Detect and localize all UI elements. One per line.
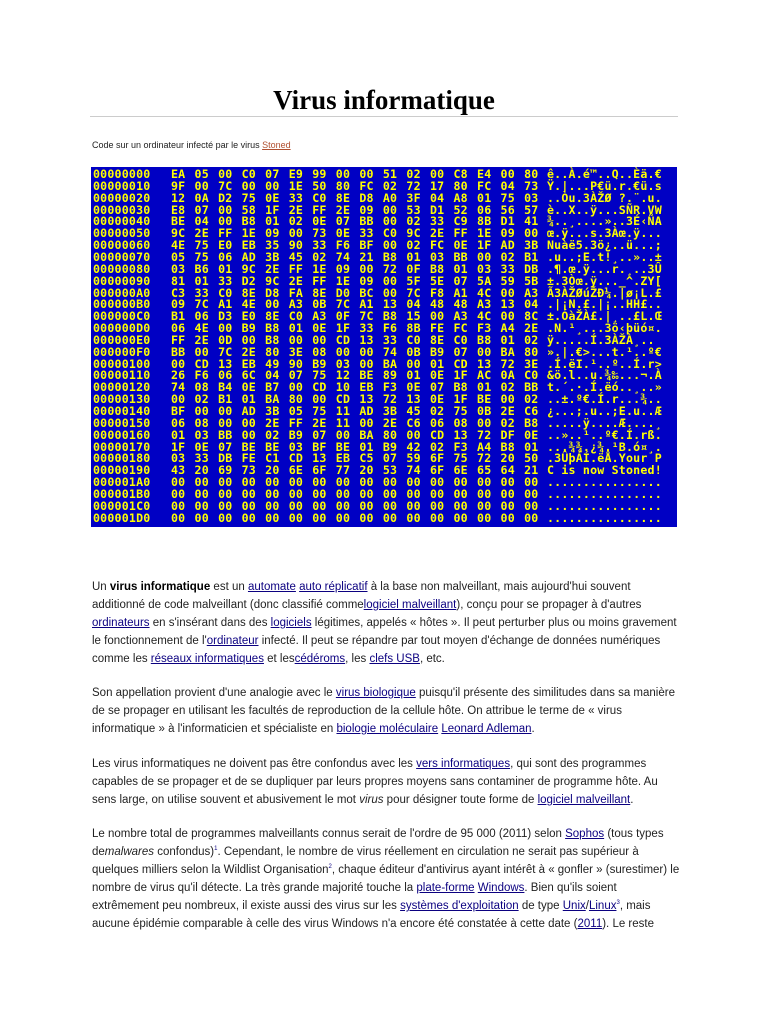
hexdump-ascii: .u..;E.t!¸..»..± — [547, 249, 662, 264]
hexdump-offset: 00000130 — [93, 392, 151, 407]
hexdump-bytes: 9C 2E FF 1E 09 00 73 0E 33 C0 9C 2E FF 1E 09 00 — [171, 226, 539, 241]
hexdump-bytes: 06 4E 00 B9 B8 01 0E 1F 33 F6 8B FE FC F3 A4 2E — [171, 321, 539, 336]
hexdump-bytes: EA 05 00 C0 07 E9 99 00 00 51 02 00 C8 E4 00 80 — [171, 167, 539, 181]
hexdump-bytes: B1 06 D3 E0 8E C0 A3 0F 7C B8 15 00 A3 4C 00 8C — [171, 309, 539, 324]
hexdump-offset: 00000010 — [93, 178, 151, 193]
hexdump-offset: 000000B0 — [93, 297, 151, 312]
hexdump-ascii: ¾..¸....»..3É‹ÑA — [547, 214, 662, 229]
article-link[interactable]: ordinateurs — [92, 617, 150, 629]
article-link[interactable]: logiciels — [270, 617, 312, 629]
hexdump-ascii: .|¡N.£.|¡..HH£.. — [547, 297, 662, 312]
hexdump-ascii: .N.¹¸...3ö‹þüó¤. — [547, 321, 662, 336]
hexdump-ascii: .¶.œ.ÿ...r.¸..3Û — [547, 261, 662, 276]
hexdump-ascii: ................ — [547, 498, 662, 513]
hexdump-offset: 000000C0 — [93, 309, 151, 324]
hexdump-offset: 00000120 — [93, 380, 151, 395]
hexdump-offset: 00000080 — [93, 261, 151, 276]
hexdump-bytes: 00 00 00 00 00 00 00 00 00 00 00 00 00 00 00 00 — [171, 486, 539, 501]
hexdump-offset: 00000020 — [93, 190, 151, 205]
hexdump-offset: 00000150 — [93, 415, 151, 430]
hexdump-ascii: œ.ÿ...s.3Àœ.ÿ... — [547, 226, 662, 241]
article-link[interactable]: logiciel malveillant — [537, 794, 631, 806]
article-link[interactable]: cédéroms — [294, 653, 346, 665]
paragraph-origin — [92, 684, 682, 738]
hexdump-ascii: .....ÿ....Æ....¸ — [547, 415, 662, 430]
hexdump-bytes: 1F 0E 07 BE BE 03 BF BE 01 B9 42 02 F3 A4 B8 01 — [171, 439, 539, 454]
text-run: est un — [210, 581, 248, 593]
reference-link[interactable]: 1 — [214, 846, 218, 853]
image-caption — [92, 139, 291, 151]
hexdump-bytes: 00 02 B1 01 BA 80 00 CD 13 72 13 0E 1F BE 00 02 — [171, 392, 539, 407]
hexdump-offset: 00000100 — [93, 356, 151, 371]
text-run: pour désigner toute forme de — [383, 794, 538, 806]
hexdump-offset: 00000140 — [93, 404, 151, 418]
hexdump-ascii: ÿ.....Í.3ÀŽÀ¸.. — [547, 332, 655, 347]
hexdump-bytes: 9F 00 7C 00 00 1E 50 80 FC 02 72 17 80 FC 04 73 — [171, 178, 539, 193]
hexdump-offset: 00000090 — [93, 273, 151, 288]
text-run: Les virus informatiques ne doivent pas être confondus avec les — [92, 758, 417, 770]
hexdump-bytes: 00 00 00 00 00 00 00 00 00 00 00 00 00 00 00 00 — [171, 498, 539, 513]
hexdump-offset: 000000F0 — [93, 344, 151, 359]
article-link[interactable]: plate-forme — [416, 882, 475, 894]
hexdump-ascii: &ö.l..u.¾‰...¬.À — [547, 368, 662, 383]
hexdump-ascii: t.´.·.Í.ëó..¸..» — [547, 380, 662, 395]
hexdump-offset: 00000030 — [93, 202, 151, 217]
hexdump-offset: 00000180 — [93, 451, 151, 466]
hexdump-ascii: ¿...;.u..;E.u..Æ — [547, 404, 662, 418]
hexdump-offset: 00000070 — [93, 249, 151, 264]
hexdump-ascii: ±.3Òœ.ÿ..._^.ZY[ — [547, 273, 662, 288]
hexdump-bytes: 03 B6 01 9C 2E FF 1E 09 00 72 0F B8 01 03 33 DB — [171, 261, 539, 276]
hexdump-bytes: 03 33 DB FE C1 CD 13 EB C5 07 59 6F 75 72 20 50 — [171, 451, 539, 466]
italic-term: malwares — [104, 846, 155, 858]
hexdump-bytes: 12 0A D2 75 0E 33 C0 8E D8 A0 3F 04 A8 01 75 03 — [171, 190, 539, 205]
article-link[interactable]: vers informatiques — [416, 758, 511, 770]
text-run: et les — [263, 653, 295, 665]
hexdump-bytes: 09 7C A1 4E 00 A3 0B 7C A1 13 04 48 48 A3 13 04 — [171, 297, 539, 312]
text-run: Son appellation provient d'une analogie avec le — [92, 687, 336, 699]
text-run: , qui sont des programmes capables de se propager et de se dupliquer par leurs propres moyens sans contaminer de programme hôte. Au sens large, on utilise souvent et abusivement le mot — [92, 758, 658, 806]
hexdump-bytes: E8 07 00 58 1F 2E FF 2E 09 00 53 D1 52 06 56 57 — [171, 202, 539, 217]
text-run: , mais aucune épidémie comparable à celle des virus Windows n'a encore été constatée à cette date ( — [92, 900, 651, 930]
hexdump-offset: 00000000 — [93, 167, 151, 181]
paragraph-intro — [92, 578, 682, 668]
text-run: en s'insérant dans des — [149, 617, 271, 629]
hexdump-bytes: 00 00 00 00 00 00 00 00 00 00 00 00 00 00 00 00 — [171, 510, 539, 525]
caption-text: Code sur un ordinateur infecté par le virus — [92, 140, 263, 150]
text-run: de type — [518, 900, 563, 912]
hexdump-bytes: 74 08 B4 0E B7 00 CD 10 EB F3 0E 07 B8 01 02 BB — [171, 380, 539, 395]
article-link[interactable]: virus biologique — [335, 687, 416, 699]
hexdump-ascii: è..X..ÿ...SÑR.VW — [547, 202, 662, 217]
hexdump-bytes: C3 33 C0 8E D8 FA 8E D0 BC 00 7C F8 A1 4C 00 A3 — [171, 285, 539, 300]
text-run: ), conçu pour se propager à d'autres — [456, 599, 642, 611]
hexdump-bytes: 01 03 BB 00 02 B9 07 00 BA 80 00 CD 13 72 DF 0E — [171, 427, 539, 442]
text-run: , les — [345, 653, 370, 665]
hexdump-bytes: 00 CD 13 EB 49 90 B9 03 00 BA 00 01 CD 13 72 3E — [171, 356, 539, 371]
hexdump-bytes: BB 00 7C 2E 80 3E 08 00 00 74 0B B9 07 00 BA 80 — [171, 344, 539, 359]
text-run: légitimes, appelés « hôtes ». Il peut perturber plus ou moins gravement le fonctionnement de l' — [92, 617, 677, 647]
hexdump-ascii: C is now Stoned! — [547, 463, 662, 478]
text-run: . Cependant, le nombre de virus réellement en circulation ne serait pas supérieur à quelques milliers selon la Wildlist Organisation — [92, 846, 639, 876]
hexdump-bytes: 06 08 00 00 2E FF 2E 11 00 2E C6 06 08 00 02 B8 — [171, 415, 539, 430]
caption-link-stoned[interactable]: Stoned — [262, 140, 291, 150]
hexdump-offset: 000001C0 — [93, 498, 151, 513]
article-link[interactable]: automate — [247, 581, 296, 593]
article-link[interactable]: systèmes d'exploitation — [400, 900, 519, 912]
text-run: / — [585, 900, 589, 912]
hexdump-ascii: ».|.€>...t.¹..º€ — [547, 344, 662, 359]
hexdump-offset: 00000050 — [93, 226, 151, 241]
hexdump-bytes: 26 F6 06 6C 04 07 75 12 BE 89 01 0E 1F AC 0A C0 — [171, 368, 539, 383]
hexdump-ascii: ..»..¹..º€.Í.rß. — [547, 427, 662, 442]
article-link[interactable]: Windows — [477, 882, 525, 894]
hexdump-image — [91, 167, 677, 527]
hexdump-bytes: 05 75 06 AD 3B 45 02 74 21 B8 01 03 BB 00 02 B1 — [171, 249, 539, 264]
text-run: Le nombre total de programmes malveillants connus serait de l'ordre de 95 000 (2011) selon — [92, 828, 566, 840]
text-run: ). Le reste — [602, 918, 654, 930]
article-link[interactable]: 2011 — [577, 918, 603, 930]
page-title: Virus informatique — [273, 85, 495, 115]
hexdump-offset: 000001D0 — [93, 510, 151, 525]
title-divider — [90, 116, 678, 117]
hexdump-ascii: .3ÛþÁÍ.ëÅ.Your P — [547, 451, 662, 466]
hexdump-ascii: ..±.º€.Í.r...¾.. — [547, 392, 662, 407]
hexdump-ascii: .Í.ëI.¹..º..Í.r> — [547, 356, 662, 371]
text-run: , chaque éditeur d'antivirus ayant intérêt à « gonfler » (surestimer) le nombre de virus qu'il détecte. La très grande majorité touche la — [92, 864, 680, 894]
hexdump-bytes: 43 20 69 73 20 6E 6F 77 20 53 74 6F 6E 65 64 21 — [171, 463, 539, 478]
hexdump-ascii: ................ — [547, 510, 662, 525]
text-run: , etc. — [419, 653, 445, 665]
text-run: . — [630, 794, 634, 806]
hexdump-offset: 00000040 — [93, 214, 151, 229]
hexdump-ascii: Ã3ÀŽØúŽÐ¼.|ø¡L.£ — [547, 285, 662, 300]
hexdump-ascii: Ÿ.|...P€ü.r.€ü.s — [547, 178, 662, 193]
article-link[interactable]: Linux — [588, 900, 617, 912]
article-link[interactable]: ordinateur — [206, 635, 259, 647]
hexdump-ascii: ...¾¾.¿¾.¹B.ó¤¸. — [547, 439, 662, 454]
hexdump-offset: 000000E0 — [93, 332, 151, 347]
reference-link[interactable]: 3 — [616, 900, 620, 907]
text-run: puisqu'il présente des similitudes dans sa manière de se propager en utilisant les facultés de reproduction de la cellule hôte. On attribue le terme de « virus informatique » à l'informaticien et spécialiste en — [92, 687, 675, 735]
hexdump-ascii: ..Òu.3ÀŽØ ?.¨.u. — [547, 190, 662, 205]
hexdump-bytes: BF 00 00 AD 3B 05 75 11 AD 3B 45 02 75 0B 2E C6 — [171, 404, 539, 418]
text-run: Un — [92, 581, 110, 593]
article-link[interactable]: clefs USB — [369, 653, 420, 665]
hexdump-offset: 000000D0 — [93, 321, 151, 336]
article-link[interactable]: Unix — [562, 900, 586, 912]
article-link[interactable]: Leonard Adleman — [441, 723, 532, 735]
hexdump-ascii: ................ — [547, 475, 662, 490]
hexdump-ascii: ê..À.é™..Q..Èä.€ — [547, 167, 662, 181]
hexdump-ascii: Nuàë5.3ö¿..ü...; — [547, 238, 662, 253]
hexdump-bytes: 00 00 00 00 00 00 00 00 00 00 00 00 00 00 00 00 — [171, 475, 539, 490]
article-link[interactable]: Sophos — [565, 828, 605, 840]
article-link[interactable]: réseaux informatiques — [150, 653, 264, 665]
hexdump-offset: 000001A0 — [93, 475, 151, 490]
article-link[interactable]: logiciel malveillant — [363, 599, 457, 611]
text-run: (tous types de — [92, 828, 664, 858]
hexdump-offset: 000000A0 — [93, 285, 151, 300]
article-link[interactable]: biologie moléculaire — [336, 723, 439, 735]
hexdump-bytes: BE 04 00 B8 01 02 0E 07 BB 00 02 33 C9 8B D1 41 — [171, 214, 539, 229]
text-run: confondus) — [154, 846, 215, 858]
hexdump-ascii: ................ — [547, 486, 662, 501]
hexdump-offset: 00000060 — [93, 238, 151, 253]
paragraph-statistics — [92, 825, 682, 933]
hexdump-offset: 00000160 — [93, 427, 151, 442]
italic-term: virus — [359, 794, 384, 806]
hexdump-bytes: FF 2E 0D 00 B8 00 00 CD 13 33 C0 8E C0 B8 01 02 — [171, 332, 539, 347]
text-run: infecté. Il peut se répandre par tout moyen d'échange de données numériques comme les — [92, 635, 661, 665]
text-run: . — [531, 723, 535, 735]
text-run: à la base non malveillant, mais aujourd'hui souvent additionné de code malveillant (donc classifié comme — [92, 581, 631, 611]
hexdump-offset: 000001B0 — [93, 486, 151, 501]
hexdump-offset: 00000170 — [93, 439, 151, 454]
hexdump-bytes: 81 01 33 D2 9C 2E FF 1E 09 00 5F 5E 07 5A 59 5B — [171, 273, 539, 288]
article-link[interactable]: auto réplicatif — [299, 581, 368, 593]
text-run: . Bien qu'ils soient extrêmement peu nombreux, il existe aussi des virus sur les — [92, 882, 617, 912]
hexdump-ascii: ±.ÓàŽÀ£.|¸..£L.Œ — [547, 309, 662, 324]
reference-link[interactable]: 2 — [328, 864, 332, 871]
paragraph-worms — [92, 755, 682, 809]
hexdump-bytes: 4E 75 E0 EB 35 90 33 F6 BF 00 02 FC 0E 1F AD 3B — [171, 238, 539, 253]
hexdump-offset: 00000190 — [93, 463, 151, 478]
bold-term: virus informatique — [109, 581, 211, 593]
hexdump-offset: 00000110 — [93, 368, 151, 383]
